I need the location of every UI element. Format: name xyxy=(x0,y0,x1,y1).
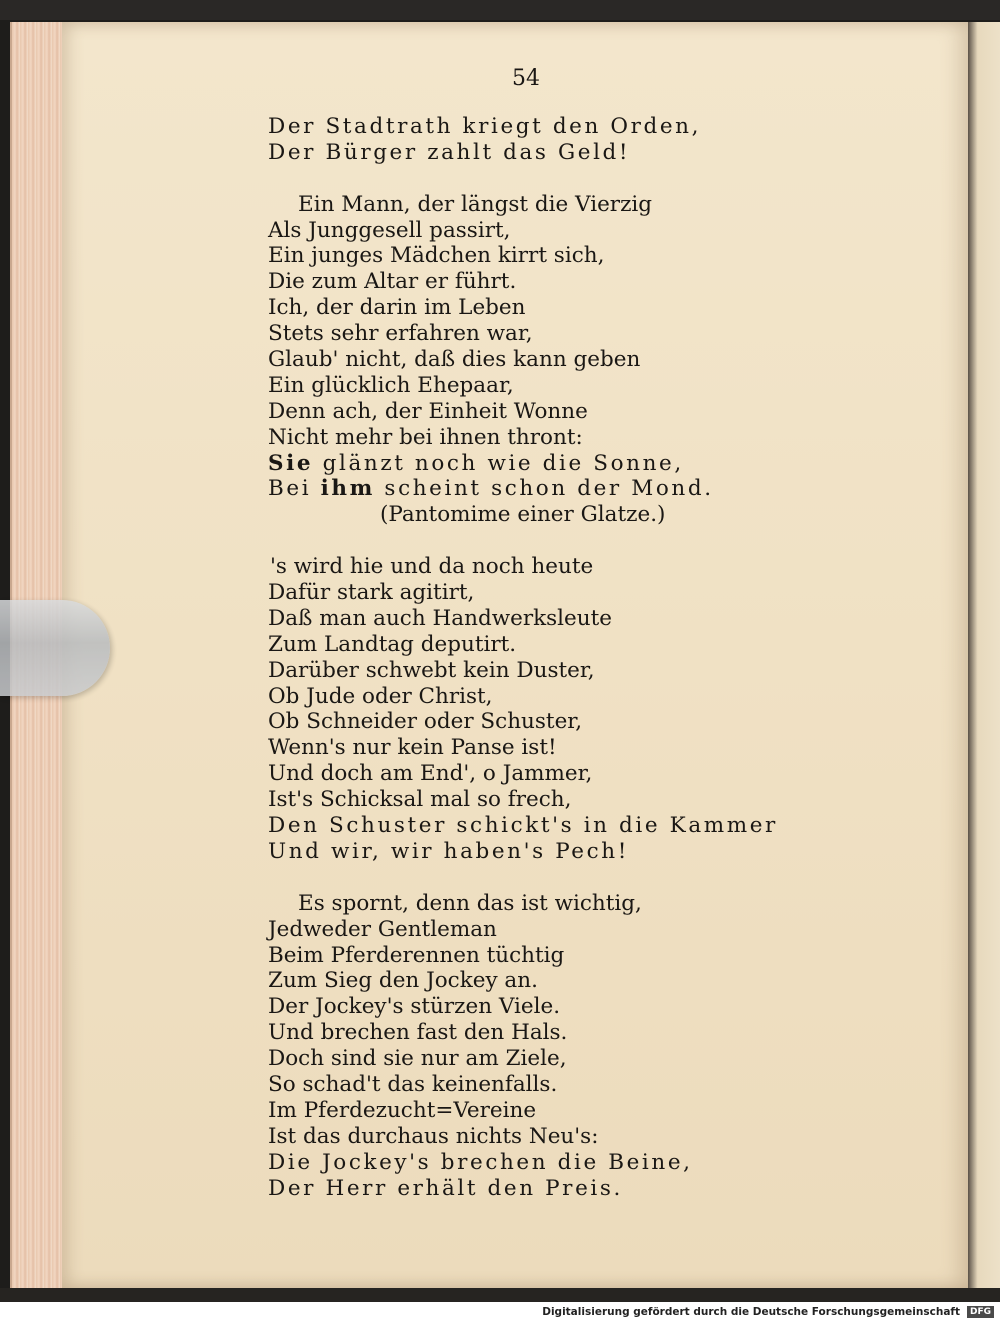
stanza1-line-1: Der Stadtrath kriegt den Orden, xyxy=(268,114,702,139)
scan-border-bottom xyxy=(0,1288,1000,1302)
stanza2-line-9: Denn ach, der Einheit Wonne xyxy=(268,398,588,424)
stanza4-line-12: Der Herr erhält den Preis. xyxy=(268,1175,623,1201)
stanza4-line-3: Beim Pferderennen tüchtig xyxy=(268,942,565,968)
stanza3-line-3: Daß man auch Handwerksleute xyxy=(268,605,612,631)
emphasis-ihm: ihm xyxy=(320,476,375,502)
footer-bar xyxy=(0,1302,1000,1324)
stanza4-line-7: Doch sind sie nur am Ziele, xyxy=(268,1046,567,1072)
stanza3-line-6: Ob Jude oder Christ, xyxy=(268,683,493,709)
stanza3-line-7: Ob Schneider oder Schuster, xyxy=(268,709,583,735)
stage-direction: (Pantomime einer Glatze.) xyxy=(380,502,666,528)
emphasis-sie: Sie xyxy=(268,450,314,476)
stanza3-line-12: Und wir, wir haben's Pech! xyxy=(268,838,629,864)
footer-text: Digitalisierung gefördert durch die Deutsche Forschungsgemeinschaft xyxy=(542,1306,960,1318)
next-page-edge xyxy=(968,22,1000,1288)
stanza2-line-2: Als Junggesell passirt, xyxy=(268,217,511,243)
scan-border-top xyxy=(0,0,1000,20)
stanza4-line-8: So schad't das keinenfalls. xyxy=(268,1071,558,1097)
stanza2-line-5: Ich, der darin im Leben xyxy=(268,295,526,321)
stanza2-line-4: Die zum Altar er führt. xyxy=(268,269,517,295)
stanza3-line-1: 's wird hie und da noch heute xyxy=(270,554,594,580)
stanza2-line-12 xyxy=(268,476,868,502)
stanza4-line-9: Im Pferdezucht=Vereine xyxy=(268,1097,537,1123)
stanza2-line-1: Ein Mann, der längst die Vierzig xyxy=(298,191,653,217)
stanza2-line-11 xyxy=(268,451,868,477)
stanza1-line-2: Der Bürger zahlt das Geld! xyxy=(268,139,631,165)
page-number: 54 xyxy=(512,66,540,91)
stanza2-line-10: Nicht mehr bei ihnen thront: xyxy=(268,424,583,450)
stanza3-line-9: Und doch am End', o Jammer, xyxy=(268,761,593,787)
dfg-logo: DFG xyxy=(967,1306,994,1318)
poem-text xyxy=(268,114,868,1201)
stanza3-line-11: Den Schuster schickt's in die Kammer xyxy=(268,813,778,839)
stanza3-line-10: Ist's Schicksal mal so frech, xyxy=(268,787,572,813)
stanza2-line-3: Ein junges Mädchen kirrt sich, xyxy=(268,243,605,269)
stanza4-line-5: Der Jockey's stürzen Viele. xyxy=(268,994,561,1020)
stanza3-line-5: Darüber schwebt kein Duster, xyxy=(268,657,595,683)
stanza2-line-8: Ein glücklich Ehepaar, xyxy=(268,372,514,398)
stanza4-line-6: Und brechen fast den Hals. xyxy=(268,1020,568,1046)
page-clip xyxy=(0,600,110,696)
stanza2-line-12-rest: scheint schon der Mond. xyxy=(375,476,714,502)
stanza4-line-11: Die Jockey's brechen die Beine, xyxy=(268,1149,693,1175)
stanza2-line-12-pre: Bei xyxy=(268,476,321,502)
stanza3-line-4: Zum Landtag deputirt. xyxy=(268,631,517,657)
stanza4-line-4: Zum Sieg den Jockey an. xyxy=(268,968,538,994)
stanza4-line-1: Es spornt, denn das ist wichtig, xyxy=(298,890,642,916)
stanza2-line-6: Stets sehr erfahren war, xyxy=(268,321,533,347)
stanza2-line-11-rest: glänzt noch wie die Sonne, xyxy=(313,450,684,476)
stanza3-line-8: Wenn's nur kein Panse ist! xyxy=(268,735,557,761)
stanza3-line-2: Dafür stark agitirt, xyxy=(268,580,475,606)
stanza2-line-7: Glaub' nicht, daß dies kann geben xyxy=(268,347,641,373)
stanza4-line-10: Ist das durchaus nichts Neu's: xyxy=(268,1123,599,1149)
stanza4-line-2: Jedweder Gentleman xyxy=(268,916,497,942)
